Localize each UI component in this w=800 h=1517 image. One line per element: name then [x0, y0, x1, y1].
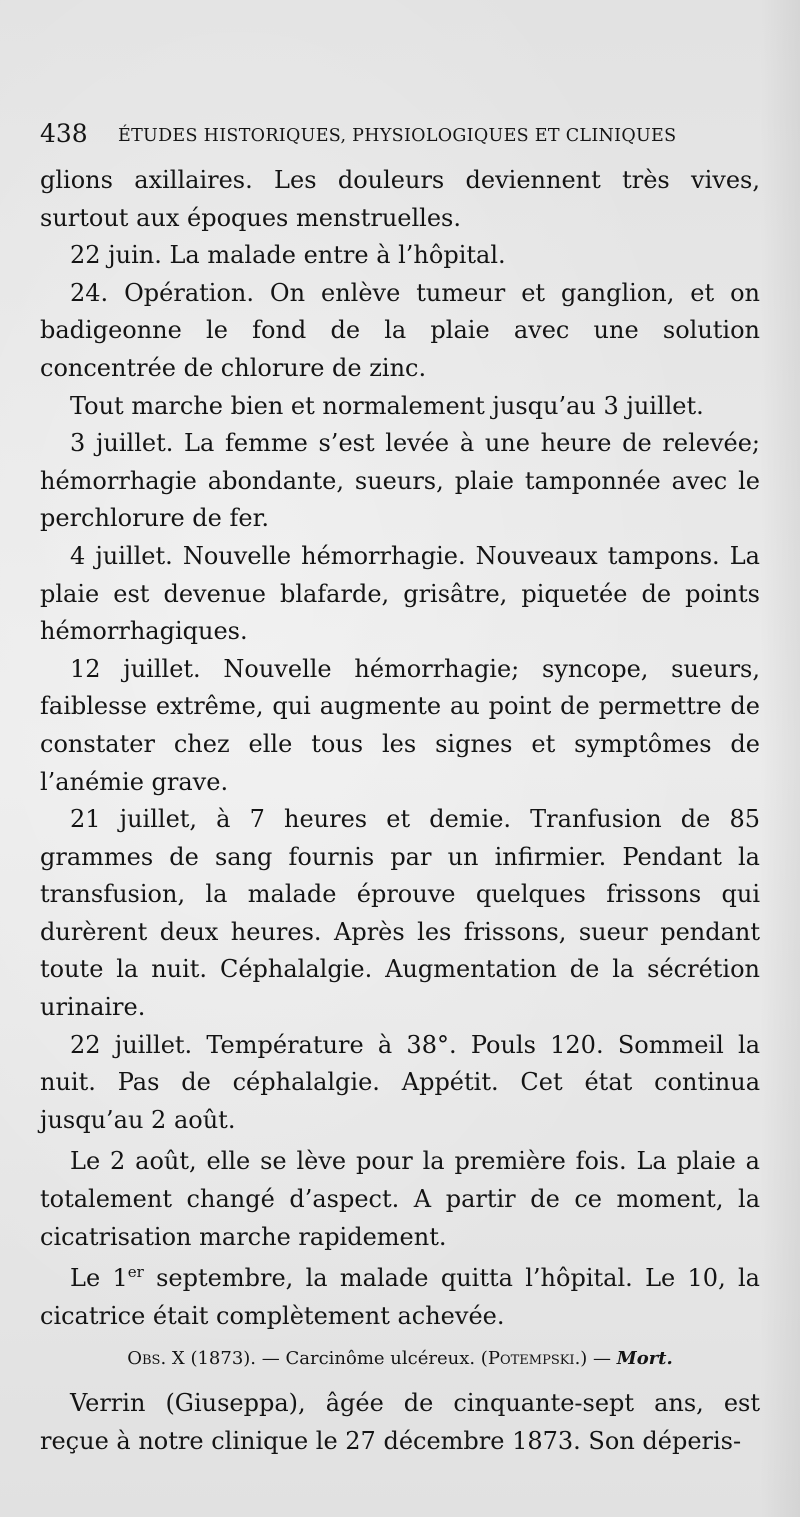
paragraph-july-21: 21 juillet, à 7 heures et demie. Tranfusion de 85 grammes de sang fournis par un infirmier. Pendant la transfusion, la malade éprouve quelques frissons qui durèrent deux heures. Après les frissons, sueur pendant toute la nuit. Céphalalgie. Augmentation de la sécrétion urinaire.: [40, 805, 760, 1022]
observation-author: Potempski: [487, 1348, 575, 1370]
paragraph-august-2: Le 2 août, elle se lève pour la première fois. La plaie a totalement changé d’aspect. A partir de ce moment, la cicatrisation marche rapidement.: [40, 1147, 760, 1251]
september-text-start: Le 1: [70, 1264, 128, 1293]
page-number: 438: [40, 119, 88, 148]
paragraph-september: [40, 1260, 760, 1335]
page-edge-shadow: [760, 0, 800, 1517]
running-title: ÉTUDES HISTORIQUES, PHYSIOLOGIQUES ET CLINIQUES: [118, 126, 677, 146]
observation-heading: [40, 1343, 760, 1375]
observation-close: .) —: [574, 1348, 617, 1370]
paragraph-july-12: 12 juillet. Nouvelle hémorrhagie; syncope, sueurs, faiblesse extrême, qui augmente au point de permettre de constater chez elle tous les signes et symptômes de l’anémie grave.: [40, 654, 760, 796]
september-text-end: septembre, la malade quitta l’hôpital. Le 10, la cicatrice était complètement achevée.: [40, 1264, 760, 1330]
paragraph-operation: 24. Opération. On enlève tumeur et ganglion, et on badigeonne le fond de la plaie avec une solution concentrée de chlorure de zinc.: [40, 278, 760, 382]
paragraph-continuation: glions axillaires. Les douleurs deviennent très vives, surtout aux époques menstruelles.: [40, 166, 760, 232]
page-body: [40, 162, 760, 1461]
observation-number: Obs. X: [127, 1348, 185, 1370]
observation-title: (1873). — Carcinôme ulcéreux. (: [184, 1348, 488, 1370]
paragraph-until-july-3: Tout marche bien et normalement jusqu’au 3 juillet.: [70, 391, 704, 420]
paragraph-july-4: 4 juillet. Nouvelle hémorrhagie. Nouveaux tampons. La plaie est devenue blafarde, grisâtre, piquetée de points hémorrhagiques.: [40, 541, 760, 646]
paragraph-june-22: 22 juin. La malade entre à l’hôpital.: [70, 241, 506, 270]
paragraph-july-3: 3 juillet. La femme s’est levée à une heure de relevée; hémorrhagie abondante, sueurs, plaie tamponnée avec le perchlorure de fer.: [40, 429, 760, 533]
paragraph-july-22: 22 juillet. Température à 38°. Pouls 120. Sommeil la nuit. Pas de céphalalgie. Appétit. Cet état continua jusqu’au 2 août.: [40, 1030, 760, 1134]
observation-outcome: Mort.: [616, 1348, 673, 1370]
superscript-er: er: [127, 1263, 144, 1282]
page-header: [40, 118, 740, 154]
paragraph-verrin: Verrin (Giuseppa), âgée de cinquante-sept ans, est reçue à notre clinique le 27 décembre 1873. Son déperis-: [40, 1389, 760, 1455]
